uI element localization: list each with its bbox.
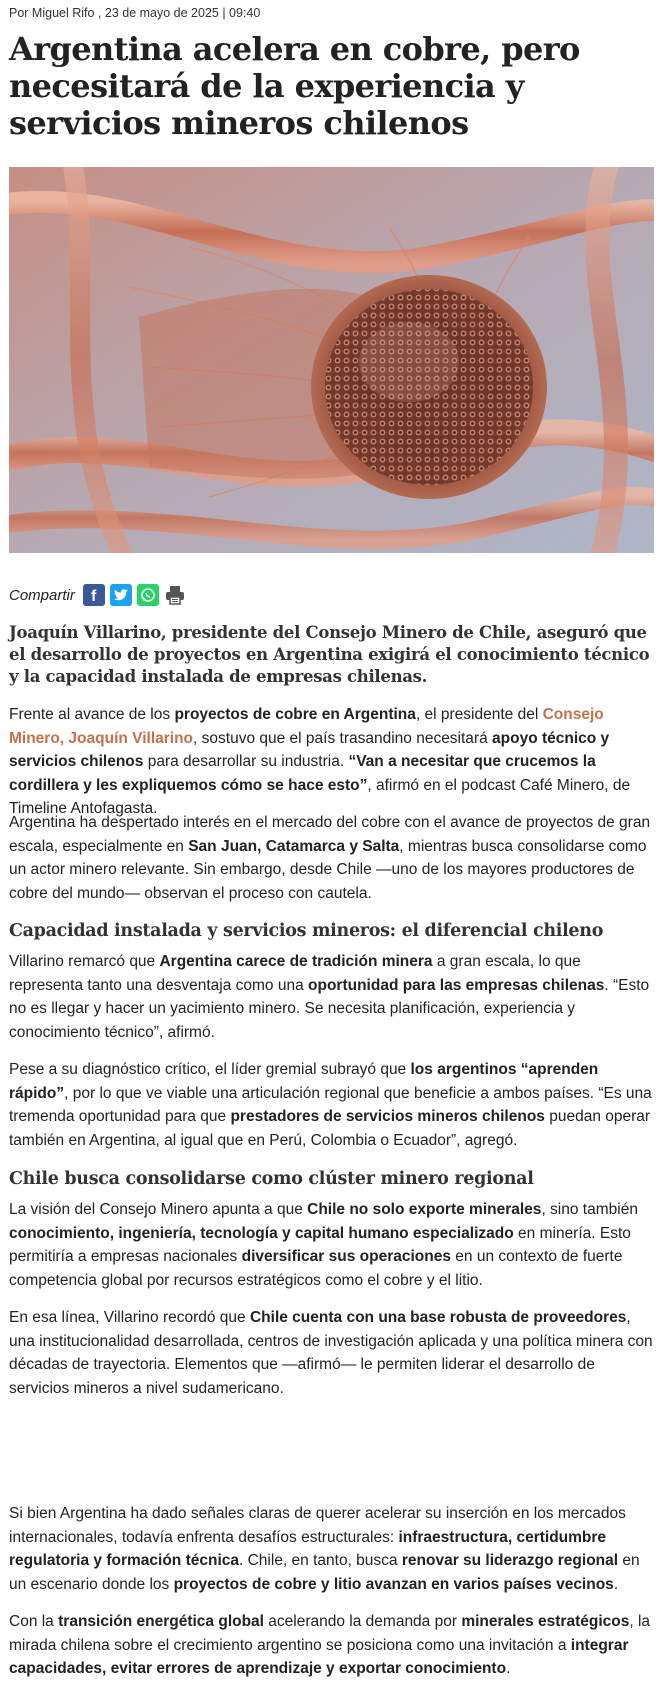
subheading-capacidad: Capacidad instalada y servicios mineros: el diferencial chileno	[9, 921, 604, 941]
article-title: Argentina acelera en cobre, pero necesitará de la experiencia y servicios mineros chilenos	[9, 30, 580, 142]
paragraph-1: Frente al avance de los proyectos de cobre en Argentina, el presidente del Consejo Minero, Joaquín Villarino, sostuvo que el país trasandino necesitará apoyo técnico y servicios chilenos para desarrollar su industria. “Van a necesitar que crucemos la cordillera y les expliquemos cómo se hace esto”, afirmó en el podcast Café Minero, de Timeline Antofagasta.	[9, 706, 631, 817]
twitter-icon[interactable]	[110, 584, 132, 606]
paragraph-4: Pese a su diagnóstico crítico, el líder gremial subrayó que los argentinos “aprenden rápido”, por lo que ve viable una articulación regional que beneficie a ambos países. “Es una tremenda oportunidad para que prestadores de servicios mineros chilenos puedan operar también en Argentina, al igual que en Perú, Colombia o Ecuador”, agregó.	[9, 1061, 652, 1149]
share-label: Compartir	[9, 586, 75, 604]
print-icon[interactable]	[164, 584, 186, 606]
paragraph-2: Argentina ha despertado interés en el mercado del cobre con el avance de proyectos de gran escala, especialmente en San Juan, Catamarca y Salta, mientras busca consolidarse como un actor minero relevante. Sin embargo, desde Chile —uno de los mayores productores de cobre del mundo— observan el proceso con cautela.	[9, 814, 651, 902]
hero-image-copper-wires	[9, 167, 654, 553]
svg-text:f: f	[90, 588, 97, 603]
paragraph-5: La visión del Consejo Minero apunta a que Chile no solo exporte minerales, sino también conocimiento, ingeniería, tecnología y capital humano especializado en minería. Esto permitiría a empresas nacionales diversificar sus operaciones en un contexto de fuerte competencia global por recursos estratégicos como el cobre y el litio.	[9, 1201, 638, 1289]
subheading-cluster: Chile busca consolidarse como clúster minero regional	[9, 1169, 534, 1189]
paragraph-7: Si bien Argentina ha dado señales claras de querer acelerar su inserción en los mercados internacionales, todavía enfrenta desafíos estructurales: infraestructura, certidumbre regulatoria y formación técnica. Chile, en tanto, busca renovar su liderazgo regional en un escenario donde los proyectos de cobre y litio avanzan en varios países vecinos.	[9, 1505, 640, 1593]
facebook-icon[interactable]	[83, 584, 105, 606]
byline: Por Miguel Rifo , 23 de mayo de 2025 | 09:40	[9, 6, 261, 20]
paragraph-6: En esa línea, Villarino recordó que Chile cuenta con una base robusta de proveedores, una institucionalidad desarrollada, centros de investigación aplicada y una política minera con décadas de trayectoria. Elementos que —afirmó— le permiten liderar el desarrollo de servicios mineros a nivel sudamericano.	[9, 1309, 653, 1397]
paragraph-3: Villarino remarcó que Argentina carece de tradición minera a gran escala, lo que representa tanto una desventaja como una oportunidad para las empresas chilenas. “Esto no es llegar y hacer un yacimiento minero. Se necesita planificación, experiencia y conocimiento técnico”, afirmó.	[9, 953, 650, 1041]
consejo-minero-link[interactable]: Consejo Minero, Joaquín Villarino	[9, 706, 604, 747]
paragraph-8: Con la transición energética global acelerando la demanda por minerales estratégicos, la mirada chilena sobre el crecimiento argentino se posiciona como una invitación a integrar capacidades, evitar errores de aprendizaje y exportar conocimiento.	[9, 1613, 651, 1677]
share-bar	[9, 582, 191, 608]
article-lead: Joaquín Villarino, presidente del Consejo Minero de Chile, aseguró que el desarrollo de proyectos en Argentina exigirá el conocimiento técnico y la capacidad instalada de empresas chilenas.	[9, 623, 650, 686]
whatsapp-icon[interactable]	[137, 584, 159, 606]
